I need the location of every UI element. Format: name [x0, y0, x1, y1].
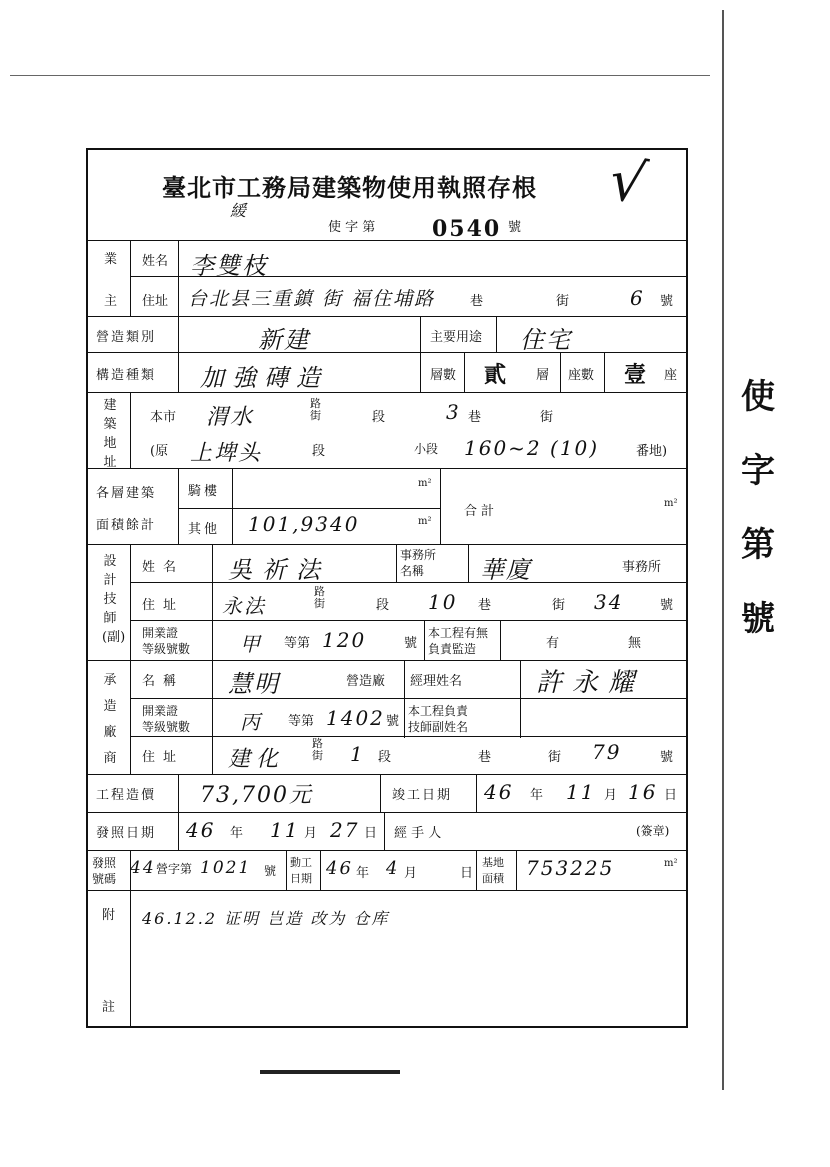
- start-year: 46: [326, 858, 353, 879]
- construction-type-label: 營造類別: [96, 330, 157, 345]
- floors-label: 層數: [430, 368, 457, 383]
- total-unit: m²: [664, 498, 678, 509]
- start-month: 4: [386, 858, 400, 879]
- permit-form: [86, 148, 688, 1028]
- base-label-2: 面積: [482, 872, 504, 885]
- start-day-label: 日: [460, 866, 474, 881]
- page-title: 臺北市工務局建築物使用執照存根: [162, 173, 537, 202]
- license-label-1: 發照: [92, 856, 117, 870]
- check-mark: √: [604, 147, 652, 218]
- contractor-section-label: 段: [378, 750, 392, 765]
- designer-number-value: 34: [594, 590, 624, 614]
- designer-lane-label: 巷: [478, 598, 492, 613]
- contractor-tech-label-1: 本工程負責: [408, 704, 469, 718]
- permit-suffix: 號: [508, 220, 522, 235]
- designer-license-suffix: 號: [404, 636, 418, 651]
- structure-label: 構造種類: [96, 368, 157, 383]
- contractor-license-grade: 丙: [240, 710, 262, 734]
- site-lot-label: 番地): [636, 444, 668, 459]
- designer-license-label-1: 開業證: [142, 626, 179, 640]
- license-prefix: 44: [130, 858, 156, 878]
- permit-label: 使 字 第: [328, 220, 376, 235]
- contractor-section-value: 1: [350, 742, 365, 766]
- complete-year-label: 年: [530, 788, 544, 803]
- construction-type-value: 新建: [258, 326, 310, 354]
- contractor-manager-value: 許永耀: [536, 668, 645, 698]
- arcade-unit: m²: [418, 478, 432, 489]
- start-label-2: 日期: [290, 872, 312, 885]
- contractor-number-suffix: 號: [660, 750, 674, 765]
- issue-month: 11: [270, 818, 300, 842]
- designer-license-number: 120: [322, 628, 367, 652]
- license-label-2: 號碼: [92, 872, 117, 886]
- scan-edge: [10, 75, 710, 76]
- site-lane-label: 巷: [468, 410, 482, 425]
- arcade-label: 騎樓: [188, 484, 221, 499]
- seal-label: (簽章): [636, 824, 670, 838]
- office-label-b: 名稱: [400, 564, 425, 578]
- office-value: 華廈: [480, 556, 532, 584]
- start-label-1: 動工: [290, 856, 312, 869]
- base-value: 753225: [526, 856, 615, 880]
- site-subsection-label: 小段: [414, 442, 439, 456]
- designer-section-label: 段: [376, 598, 390, 613]
- contractor-license-label-1: 開業證: [142, 704, 179, 718]
- issue-year-label: 年: [230, 826, 244, 841]
- site-original-section-label: 段: [312, 444, 326, 459]
- contractor-manager-label: 經理姓名: [410, 674, 463, 689]
- scan-edge-right: [722, 10, 724, 1090]
- buildings-value: 壹: [624, 362, 647, 388]
- site-street-label: 街: [540, 410, 554, 425]
- site-lane-value: 3: [446, 400, 461, 424]
- main-use-label: 主要用途: [430, 330, 483, 345]
- supervise-label-1: 本工程有無: [428, 626, 489, 640]
- owner-street-label: 街: [556, 294, 570, 309]
- issue-day-label: 日: [364, 826, 378, 841]
- site-original-value: 上埤头: [190, 441, 263, 466]
- license-number: 1021: [200, 858, 252, 878]
- cost-label: 工程造價: [96, 788, 157, 803]
- designer-group-label: 設計技師(副): [102, 554, 126, 645]
- license-suffix: 號: [264, 864, 277, 878]
- notes-label-top: 附: [102, 908, 116, 923]
- supervise-no: 無: [628, 636, 642, 651]
- owner-address-label: 住址: [142, 294, 169, 309]
- notes-label-bottom: 註: [102, 1000, 116, 1015]
- license-mid-label: 營字第: [156, 862, 193, 876]
- contractor-group-label: 承造廠商: [103, 673, 117, 766]
- contractor-road-label: 路街: [312, 737, 323, 762]
- designer-license-label-2: 等級號數: [142, 642, 191, 656]
- other-label: 其他: [188, 522, 221, 537]
- handler-label: 經 手 人: [394, 826, 442, 841]
- contractor-license-suffix: 號: [386, 714, 400, 729]
- complete-month: 11: [566, 780, 596, 804]
- contractor-name-label: 名稱: [142, 674, 185, 689]
- owner-number-value: 6: [630, 286, 645, 310]
- area-label-2: 面積餘計: [96, 518, 157, 533]
- buildings-suffix: 座: [664, 368, 678, 383]
- complete-day: 16: [628, 780, 658, 804]
- scan-smudge: [260, 1070, 400, 1074]
- permit-number: 0540: [432, 216, 502, 242]
- designer-license-grade: 甲: [240, 632, 262, 656]
- base-unit: m²: [664, 858, 678, 869]
- complete-day-label: 日: [664, 788, 678, 803]
- complete-year: 46: [484, 780, 514, 804]
- designer-lane-value: 10: [428, 590, 458, 614]
- designer-road-label: 路街: [314, 585, 325, 610]
- designer-number-suffix: 號: [660, 598, 674, 613]
- site-section-label: 段: [372, 410, 386, 425]
- issue-year: 46: [186, 818, 216, 842]
- buildings-label: 座數: [568, 368, 595, 383]
- start-year-label: 年: [356, 866, 370, 881]
- site-road-label: 路街: [310, 397, 321, 422]
- handwritten-note: 緩: [230, 201, 249, 220]
- contractor-street-label: 街: [548, 750, 562, 765]
- contractor-lane-label: 巷: [478, 750, 492, 765]
- designer-address-value: 永法: [222, 594, 266, 618]
- other-unit: m²: [418, 516, 432, 527]
- complete-month-label: 月: [604, 788, 618, 803]
- owner-number-suffix: 號: [660, 294, 674, 309]
- contractor-license-mid: 等第: [288, 714, 315, 729]
- start-month-label: 月: [404, 866, 418, 881]
- issue-label: 發照日期: [96, 826, 157, 841]
- contractor-factory-label: 營造廠: [346, 674, 386, 689]
- base-label-1: 基地: [482, 856, 504, 869]
- notes-value: 46.12.2 证明 岂造 改为 仓库: [142, 909, 390, 928]
- owner-label-bottom: 主: [104, 294, 118, 309]
- issue-day: 27: [330, 818, 360, 842]
- structure-value: 加強磚造: [200, 364, 328, 392]
- site-road-value: 渭水: [206, 405, 255, 430]
- margin-text: 使字第 號: [741, 377, 775, 639]
- complete-label: 竣工日期: [392, 788, 453, 803]
- designer-street-label: 街: [552, 598, 566, 613]
- owner-name-label: 姓名: [142, 254, 169, 269]
- site-group-label: 建築地址: [103, 398, 117, 470]
- contractor-name-value: 慧明: [228, 670, 280, 698]
- contractor-license-number: 1402: [326, 706, 385, 730]
- owner-label-top: 業: [104, 252, 118, 267]
- other-value: 101,9340: [248, 512, 360, 536]
- owner-lane-label: 巷: [470, 294, 484, 309]
- owner-name-value: 李雙枝: [190, 252, 268, 280]
- contractor-address-value: 建化: [228, 747, 285, 772]
- site-city-label: 本市: [150, 410, 177, 425]
- contractor-number-value: 79: [592, 740, 622, 764]
- area-label-1: 各層建築: [96, 486, 157, 501]
- designer-name-label: 姓名: [142, 560, 185, 575]
- site-lot-value: 160~2 (10): [464, 436, 600, 460]
- office-suffix: 事務所: [622, 560, 662, 575]
- designer-address-label: 住址: [142, 598, 185, 613]
- supervise-yes: 有: [546, 636, 560, 651]
- total-label: 合計: [464, 504, 499, 519]
- contractor-license-label-2: 等級號數: [142, 720, 191, 734]
- floors-value: 貳: [484, 362, 507, 388]
- supervise-label-2: 負責監造: [428, 642, 477, 656]
- owner-address-value: 台北县三重鎮 街 福住埔路: [188, 288, 436, 310]
- site-original-prefix: (原: [150, 444, 169, 459]
- cost-value: 73,700元: [200, 783, 313, 808]
- issue-month-label: 月: [304, 826, 318, 841]
- floors-suffix: 層: [536, 368, 550, 383]
- designer-license-mid: 等第: [284, 636, 311, 651]
- designer-name-value: 吳祈法: [228, 556, 330, 584]
- contractor-tech-label-2: 技師副姓名: [408, 720, 469, 734]
- contractor-address-label: 住址: [142, 750, 185, 765]
- main-use-value: 住宅: [520, 326, 572, 354]
- office-label-a: 事務所: [400, 548, 437, 562]
